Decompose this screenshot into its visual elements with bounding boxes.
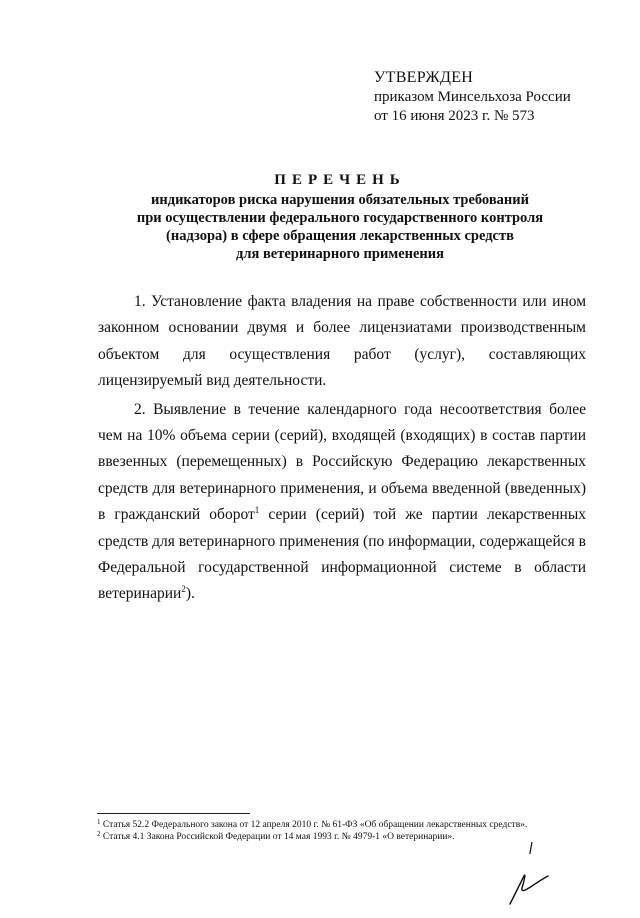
item2-text-part1: 2. Выявление в течение календарного года несоответствия более чем на 10% объема серии (серий), входящей (входящих) в состав партии ввезенных (перемещенных) в Российскую Федерацию лекарственных средств для ветеринарного применения, и объема введенной (введенных) в гражданский оборот: [98, 400, 586, 524]
approval-stamp: [374, 68, 571, 127]
approval-heading: УТВЕРЖДЕН: [374, 69, 474, 86]
approval-date-line: от 16 июня 2023 г. № 573: [374, 108, 535, 124]
title-line-1: индикаторов риска нарушения обязательных требований: [151, 192, 529, 208]
document-title: [80, 169, 600, 263]
footnote-ref-2[interactable]: 2: [181, 584, 186, 595]
approval-order-line: приказом Минсельхоза России: [374, 88, 571, 105]
item2-text-part3: ).: [185, 585, 195, 603]
footnote-1-mark: 1: [97, 818, 101, 826]
footnote-1-text: Статья 52.2 Федерального закона от 12 апреля 2010 г. № 61-ФЗ «Об обращении лекарственных средств».: [100, 820, 528, 830]
title-main: ПЕРЕЧЕНЬ: [274, 172, 406, 188]
handwritten-signature: [500, 838, 560, 908]
footnote-divider: [97, 813, 250, 814]
title-line-2: при осуществлении федерального государственного контроля: [136, 210, 544, 226]
list-item-1: 1. Установление факта владения на праве собственности или ином законном основании двумя и более лицензиатами производственным объектом для осуществления работ (услуг), составляющих лицензируемый вид деятельности.: [98, 293, 586, 390]
footnote-2-mark: 2: [97, 830, 101, 838]
title-line-4: для ветеринарного применения: [236, 246, 444, 262]
item2-text-part2: серии (серий) той же партии лекарственных средств для ветеринарного применения (по информации, содержащейся в Федеральной государственной информационной системе в области ветеринарии: [98, 506, 586, 603]
list-item-2: [98, 397, 586, 608]
footnote-2-text: Статья 4.1 Закона Российской Федерации от 14 мая 1993 г. № 4979-1 «О ветеринарии».: [100, 832, 455, 842]
document-body: [98, 289, 586, 608]
footnote-ref-1[interactable]: 1: [254, 505, 260, 516]
footnote-1: [97, 819, 585, 831]
title-line-3: (надзора) в сфере обращения лекарственных средств: [166, 228, 514, 244]
